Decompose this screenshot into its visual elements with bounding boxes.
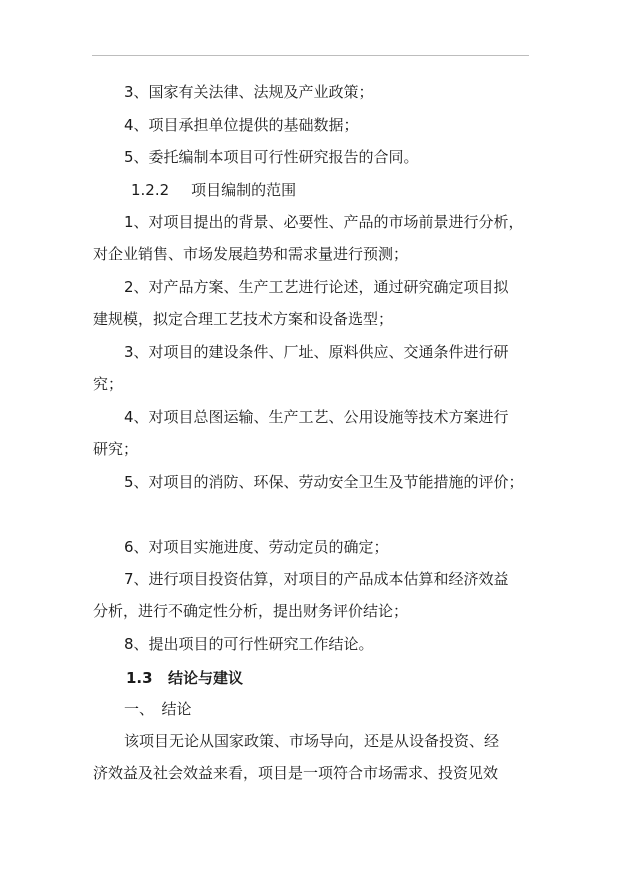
- header-rule: [92, 55, 529, 56]
- subsection-title: 项目编制的范围: [191, 181, 297, 199]
- scope-item-7-cont: 分析，进行不确定性分析，提出财务评价结论；: [93, 602, 409, 620]
- scope-item-1-cont: 对企业销售、市场发展趋势和需求量进行预测；: [93, 245, 409, 263]
- section-title: 结论与建议: [168, 669, 244, 687]
- scope-item-4-cont: 研究；: [93, 440, 139, 458]
- subsection-number: 1.2.2: [131, 181, 170, 199]
- scope-item-3-cont: 究；: [93, 375, 124, 393]
- list-item: 3、国家有关法律、法规及产业政策；: [124, 83, 374, 101]
- scope-item-8: 8、提出项目的可行性研究工作结论。: [124, 635, 374, 653]
- conclusion-heading: 一、 结论: [124, 700, 192, 718]
- section-number: 1.3: [126, 669, 153, 687]
- list-item: 4、项目承担单位提供的基础数据；: [124, 116, 359, 134]
- conclusion-paragraph: 该项目无论从国家政策、市场导向，还是从设备投资、经: [124, 732, 500, 750]
- section-heading: [126, 667, 243, 688]
- scope-item-6: 6、对项目实施进度、劳动定员的确定；: [124, 538, 389, 556]
- scope-item-4: 4、对项目总图运输、生产工艺、公用设施等技术方案进行: [124, 408, 509, 426]
- scope-item-2-cont: 建规模，拟定合理工艺技术方案和设备选型；: [93, 310, 394, 328]
- scope-item-1: 1、对项目提出的背景、必要性、产品的市场前景进行分析，: [124, 213, 524, 231]
- scope-item-5: 5、对项目的消防、环保、劳动安全卫生及节能措施的评价；: [124, 473, 524, 491]
- subsection-heading: [131, 180, 296, 200]
- scope-item-7: 7、进行项目投资估算，对项目的产品成本估算和经济效益: [124, 570, 509, 588]
- list-item: 5、委托编制本项目可行性研究报告的合同。: [124, 148, 419, 166]
- conclusion-paragraph-cont: 济效益及社会效益来看，项目是一项符合市场需求、投资见效: [93, 764, 499, 782]
- scope-item-3: 3、对项目的建设条件、厂址、原料供应、交通条件进行研: [124, 343, 509, 361]
- scope-item-2: 2、对产品方案、生产工艺进行论述，通过研究确定项目拟: [124, 278, 509, 296]
